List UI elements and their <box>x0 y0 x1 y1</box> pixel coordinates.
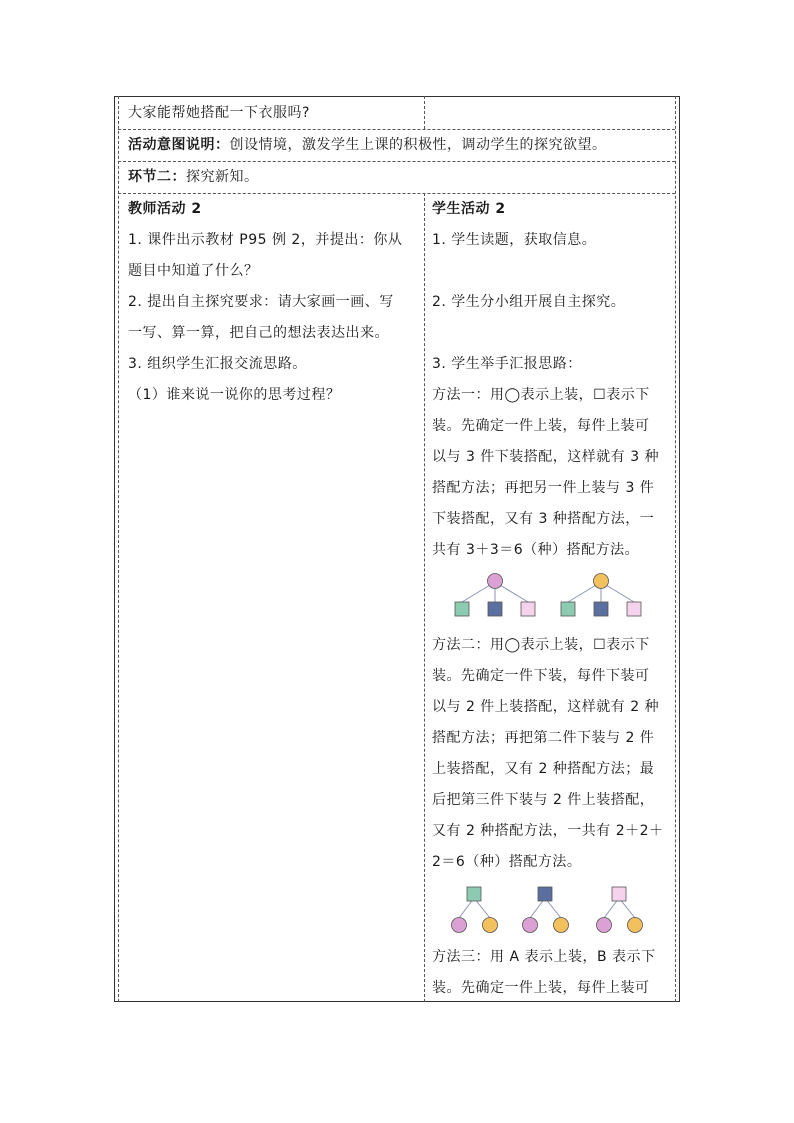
activity-intent-text: 创设情境，激发学生上课的积极性，调动学生的探究欲望。 <box>229 137 607 153</box>
method1-tree-yellow <box>561 574 641 617</box>
bottom-garment-square <box>627 602 641 616</box>
activity-intent <box>128 130 607 161</box>
method2-tree-lightpink <box>597 887 643 933</box>
top-garment-circle <box>554 918 569 933</box>
method1-line: 装。先确定一件上装，每件上装可 <box>432 418 650 434</box>
teacher-line: 2. 提出自主探究要求：请大家画一画、写 <box>128 294 394 310</box>
method2-line: 装。先确定一件下装，每件下装可 <box>432 668 650 684</box>
teacher-line: 一写、算一算，把自己的想法表达出来。 <box>128 325 389 341</box>
method2-tree-blue <box>523 887 569 933</box>
method2-line: 2＝6（种）搭配方法。 <box>432 854 582 870</box>
teacher-heading: 教师活动 2 <box>128 201 202 217</box>
method2-line: 后把第三件下装与 2 件上装搭配， <box>432 792 655 808</box>
student-item: 2. 学生分小组开展自主探究。 <box>432 294 626 310</box>
method1-line: 共有 3＋3＝6（种）搭配方法。 <box>432 542 640 558</box>
method3-line: 方法三：用 A 表示上装，B 表示下 <box>432 949 656 965</box>
column-divider <box>424 96 425 129</box>
top-garment-circle <box>597 918 612 933</box>
method1-line: 方法一：用◯表示上装，☐表示下 <box>432 387 650 403</box>
bottom-garment-square <box>488 602 502 616</box>
intro-question: 大家能帮她搭配一下衣服吗? <box>128 105 310 121</box>
method1-tree-pink <box>455 574 535 617</box>
bottom-garment-square <box>455 602 469 616</box>
top-garment-circle <box>488 574 503 589</box>
method2-line: 以与 2 件上装搭配，这样就有 2 种 <box>432 699 660 715</box>
section-two <box>128 162 259 193</box>
method1-line: 搭配方法；再把另一件上装与 3 件 <box>432 480 655 496</box>
teacher-line: （1）谁来说一说你的思考过程？ <box>128 387 341 403</box>
method2-line: 又有 2 种搭配方法，一共有 2＋2＋ <box>432 823 664 839</box>
activity-intent-label: 活动意图说明： <box>128 137 230 153</box>
teacher-line: 3. 组织学生汇报交流思路。 <box>128 356 307 372</box>
top-garment-circle <box>628 918 643 933</box>
bottom-garment-square <box>467 887 481 901</box>
teacher-line: 题目中知道了什么？ <box>128 263 259 279</box>
method1-line: 下装搭配，又有 3 种搭配方法，一 <box>432 511 655 527</box>
method2-line: 方法二：用◯表示上装，☐表示下 <box>432 637 650 653</box>
method2-line: 上装搭配，又有 2 种搭配方法；最 <box>432 761 655 777</box>
bottom-garment-square <box>612 887 626 901</box>
bottom-garment-square <box>538 887 552 901</box>
top-garment-circle <box>483 918 498 933</box>
method2-diagram <box>448 884 658 936</box>
column-divider <box>424 193 425 1002</box>
method1-diagram <box>450 572 650 622</box>
bottom-garment-square <box>561 602 575 616</box>
student-heading: 学生活动 2 <box>432 201 506 217</box>
bottom-garment-square <box>594 602 608 616</box>
top-garment-circle <box>523 918 538 933</box>
section-two-text: 探究新知。 <box>186 169 259 185</box>
top-garment-circle <box>594 574 609 589</box>
bottom-garment-square <box>521 602 535 616</box>
method1-line: 以与 3 件下装搭配，这样就有 3 种 <box>432 449 660 465</box>
method3-line: 装。先确定一件上装，每件上装可 <box>432 980 650 996</box>
table-inner-right-border <box>675 96 676 1002</box>
method2-tree-green <box>452 887 498 933</box>
method2-line: 搭配方法；再把第二件下装与 2 件 <box>432 730 655 746</box>
top-garment-circle <box>452 918 467 933</box>
student-item: 3. 学生举手汇报思路： <box>432 356 582 372</box>
table-inner-left-border <box>118 96 119 1002</box>
teacher-line: 1. 课件出示教材 P95 例 2，并提出：你从 <box>128 232 403 248</box>
section-two-label: 环节二： <box>128 169 186 185</box>
student-item: 1. 学生读题，获取信息。 <box>432 232 597 248</box>
